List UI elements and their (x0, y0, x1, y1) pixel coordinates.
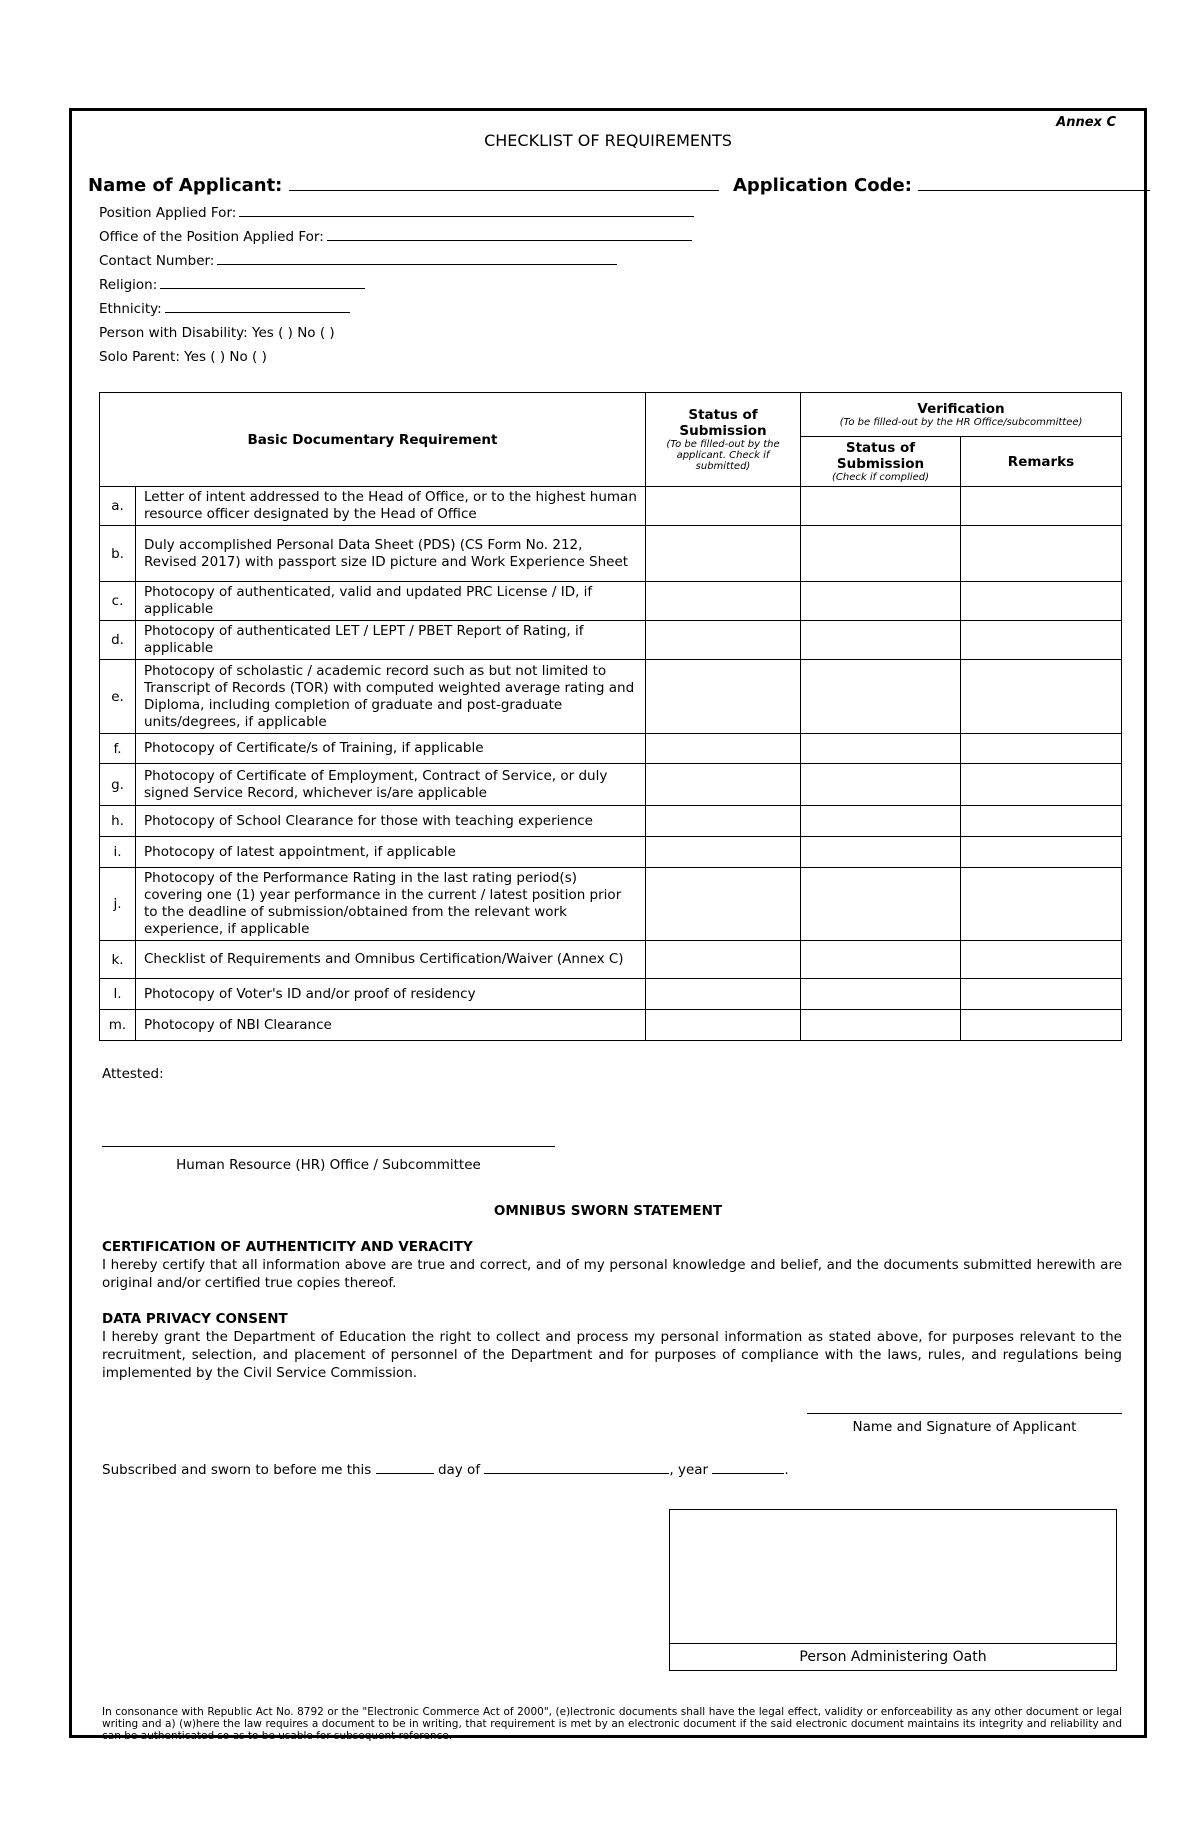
table-row (100, 837, 1122, 868)
row-letter: f. (100, 734, 136, 764)
office-field[interactable] (327, 229, 692, 241)
verification-check-cell[interactable] (801, 487, 961, 526)
row-letter: g. (100, 764, 136, 806)
privacy-heading: DATA PRIVACY CONSENT (102, 1311, 288, 1327)
row-requirement: Photocopy of authenticated, valid and updated PRC License / ID, if applicable (136, 582, 646, 621)
sworn-title: OMNIBUS SWORN STATEMENT (493, 1203, 723, 1219)
info-contact (99, 253, 617, 269)
contact-field[interactable] (217, 253, 617, 265)
remarks-cell[interactable] (961, 941, 1122, 979)
remarks-cell[interactable] (961, 526, 1122, 582)
subscribed-text-3: , year (669, 1462, 709, 1478)
header-ver-status (801, 437, 961, 487)
applicant-signature-label: Name and Signature of Applicant (852, 1419, 1077, 1435)
table-row (100, 526, 1122, 582)
remarks-cell[interactable] (961, 837, 1122, 868)
header-remarks: Remarks (961, 437, 1122, 487)
row-requirement: Duly accomplished Personal Data Sheet (PDS) (CS Form No. 212, Revised 2017) with passport size ID picture and Work Experience Sheet (136, 526, 646, 582)
header-verification-note: (To be filled-out by the HR Office/subcommittee) (839, 417, 1083, 428)
subscribed-line (102, 1461, 789, 1478)
table-row (100, 979, 1122, 1010)
remarks-cell[interactable] (961, 582, 1122, 621)
applicant-check-cell[interactable] (646, 941, 801, 979)
subscribed-text-2: day of (437, 1462, 481, 1478)
row-letter: c. (100, 582, 136, 621)
footnote: In consonance with Republic Act No. 8792 or the "Electronic Commerce Act of 2000", (e)lectronic documents shall have the legal effect, validity or enforceability as any other document or legal writing and a) (w)here the law requires a document to be in writing, that requirement is met by an electronic document if the said electronic document maintains its integrity and reliability and can be authenticated so as to be usable for subsequent reference. (102, 1706, 1122, 1742)
info-religion-label: Religion: (99, 277, 158, 293)
verification-check-cell[interactable] (801, 941, 961, 979)
name-field[interactable] (289, 175, 719, 191)
table-row (100, 868, 1122, 941)
position-field[interactable] (239, 205, 694, 217)
applicant-check-cell[interactable] (646, 621, 801, 660)
row-letter: k. (100, 941, 136, 979)
table-row (100, 806, 1122, 837)
day-field[interactable] (376, 1461, 434, 1474)
header-status (646, 393, 801, 487)
info-ethnicity-label: Ethnicity: (99, 301, 162, 317)
subscribed-end: . (784, 1462, 789, 1478)
year-field[interactable] (712, 1461, 784, 1474)
applicant-check-cell[interactable] (646, 868, 801, 941)
info-religion (99, 277, 365, 293)
info-office-label: Office of the Position Applied For: (99, 229, 324, 245)
applicant-check-cell[interactable] (646, 806, 801, 837)
row-letter: e. (100, 660, 136, 734)
row-letter: i. (100, 837, 136, 868)
verification-check-cell[interactable] (801, 734, 961, 764)
row-letter: j. (100, 868, 136, 941)
oath-label: Person Administering Oath (670, 1643, 1116, 1670)
hr-signature-line[interactable] (102, 1146, 555, 1147)
header-verification-label: Verification (917, 401, 1005, 417)
header-ver-status-label: Status of Submission (836, 440, 925, 472)
cert-heading: CERTIFICATION OF AUTHENTICITY AND VERACITY (102, 1239, 473, 1255)
code-label: Application Code: (732, 175, 912, 196)
applicant-check-cell[interactable] (646, 660, 801, 734)
table-row (100, 660, 1122, 734)
row-requirement: Photocopy of Certificate/s of Training, if applicable (136, 734, 646, 764)
row-requirement: Photocopy of the Performance Rating in the last rating period(s) covering one (1) year performance in the current / latest position prior to the deadline of submission/obtained from the relevant work experience, if applicable (136, 868, 646, 941)
info-position (99, 205, 694, 221)
cert-text: I hereby certify that all information above are true and correct, and of my personal knowledge and belief, and the documents submitted herewith are original and/or certified true copies thereof. (102, 1257, 1122, 1291)
remarks-cell[interactable] (961, 868, 1122, 941)
applicant-check-cell[interactable] (646, 764, 801, 806)
code-field[interactable] (918, 175, 1150, 191)
name-row (88, 175, 1150, 196)
info-office (99, 229, 692, 245)
remarks-cell[interactable] (961, 621, 1122, 660)
form-frame (69, 108, 1147, 1742)
row-requirement: Letter of intent addressed to the Head of Office, or to the highest human resource officer designated by the Head of Office (136, 487, 646, 526)
info-solo-parent[interactable]: Solo Parent: Yes ( ) No ( ) (99, 349, 267, 365)
verification-check-cell[interactable] (801, 621, 961, 660)
header-ver-status-note: (Check if complied) (832, 472, 929, 483)
info-contact-label: Contact Number: (99, 253, 215, 269)
verification-check-cell[interactable] (801, 837, 961, 868)
remarks-cell[interactable] (961, 764, 1122, 806)
remarks-cell[interactable] (961, 487, 1122, 526)
table-row (100, 764, 1122, 806)
row-requirement: Photocopy of Voter's ID and/or proof of residency (136, 979, 646, 1010)
header-status-note: (To be filled-out by the applicant. Check if submitted) (666, 439, 780, 472)
remarks-cell[interactable] (961, 734, 1122, 764)
table-row (100, 1010, 1122, 1041)
verification-check-cell[interactable] (801, 582, 961, 621)
verification-check-cell[interactable] (801, 526, 961, 582)
oath-box[interactable] (669, 1509, 1117, 1671)
remarks-cell[interactable] (961, 1010, 1122, 1041)
verification-check-cell[interactable] (801, 764, 961, 806)
applicant-check-cell[interactable] (646, 526, 801, 582)
verification-check-cell[interactable] (801, 868, 961, 941)
row-letter: a. (100, 487, 136, 526)
header-verification (801, 393, 1122, 437)
row-letter: d. (100, 621, 136, 660)
info-pwd[interactable]: Person with Disability: Yes ( ) No ( ) (99, 325, 335, 341)
row-requirement: Photocopy of School Clearance for those with teaching experience (136, 806, 646, 837)
attested-label: Attested: (102, 1066, 164, 1082)
remarks-cell[interactable] (961, 660, 1122, 734)
row-letter: h. (100, 806, 136, 837)
row-letter: b. (100, 526, 136, 582)
remarks-cell[interactable] (961, 806, 1122, 837)
form-title: CHECKLIST OF REQUIREMENTS (484, 131, 732, 150)
applicant-check-cell[interactable] (646, 837, 801, 868)
table-row (100, 941, 1122, 979)
verification-check-cell[interactable] (801, 1010, 961, 1041)
applicant-check-cell[interactable] (646, 582, 801, 621)
applicant-check-cell[interactable] (646, 487, 801, 526)
requirements-table (99, 392, 1122, 1041)
table-row (100, 621, 1122, 660)
table-header-row (100, 393, 1122, 437)
verification-check-cell[interactable] (801, 806, 961, 837)
row-letter: m. (100, 1010, 136, 1041)
header-status-label: Status of Submission (679, 407, 767, 439)
annex-label: Annex C (1056, 115, 1116, 130)
row-requirement: Photocopy of authenticated LET / LEPT / PBET Report of Rating, if applicable (136, 621, 646, 660)
table-row (100, 487, 1122, 526)
month-field[interactable] (484, 1461, 669, 1474)
table-row (100, 582, 1122, 621)
row-letter: l. (100, 979, 136, 1010)
verification-check-cell[interactable] (801, 979, 961, 1010)
info-position-label: Position Applied For: (99, 205, 237, 221)
ethnicity-field[interactable] (165, 301, 350, 313)
header-requirement: Basic Documentary Requirement (100, 393, 646, 487)
applicant-check-cell[interactable] (646, 979, 801, 1010)
row-requirement: Photocopy of NBI Clearance (136, 1010, 646, 1041)
subscribed-text-1: Subscribed and sworn to before me this (102, 1462, 372, 1478)
row-requirement: Photocopy of Certificate of Employment, Contract of Service, or duly signed Service Record, whichever is/are applicable (136, 764, 646, 806)
hr-signatory-label: Human Resource (HR) Office / Subcommittee (176, 1157, 481, 1173)
info-ethnicity (99, 301, 350, 317)
row-requirement: Photocopy of latest appointment, if applicable (136, 837, 646, 868)
applicant-check-cell[interactable] (646, 1010, 801, 1041)
table-row (100, 734, 1122, 764)
applicant-check-cell[interactable] (646, 734, 801, 764)
row-requirement: Photocopy of scholastic / academic record such as but not limited to Transcript of Records (TOR) with computed weighted average rating and Diploma, including completion of graduate and post-graduate units/degrees, if applicable (136, 660, 646, 734)
religion-field[interactable] (160, 277, 365, 289)
remarks-cell[interactable] (961, 979, 1122, 1010)
row-requirement: Checklist of Requirements and Omnibus Certification/Waiver (Annex C) (136, 941, 646, 979)
verification-check-cell[interactable] (801, 660, 961, 734)
applicant-signature-line[interactable] (807, 1413, 1122, 1414)
privacy-text: I hereby grant the Department of Education the right to collect and process my personal information as stated above, for purposes relevant to the recruitment, selection, and placement of personnel of the Department and for purposes of compliance with the laws, rules, and regulations being implemented by the Civil Service Commission. (102, 1329, 1122, 1381)
name-label: Name of Applicant: (88, 175, 283, 196)
